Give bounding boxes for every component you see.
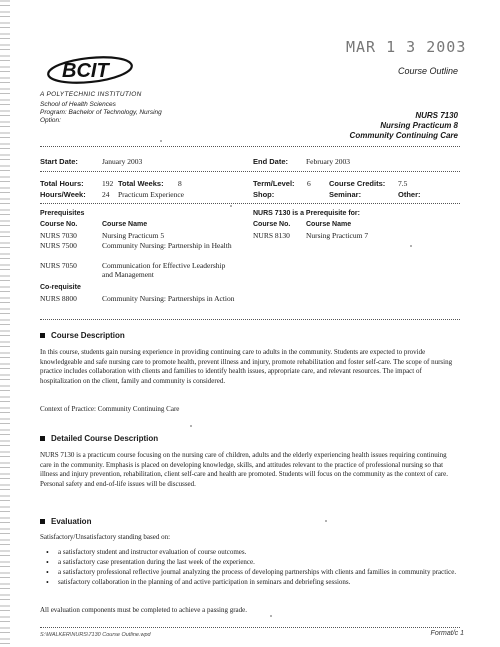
coreq-course-no: NURS 8800 bbox=[40, 294, 77, 303]
prereq-for-col-course-name: Course Name bbox=[306, 221, 352, 228]
hours-week-description: Practicum Experience bbox=[118, 190, 185, 199]
course-description-text: In this course, students gain nursing experience in providing continuing care to adults in the community. Students are expected to provide knowledgeable and safe nursing care to promote health, prevent illness and injury, promote rehabilitation and foster self-care. The scope of nursing practice includes collaboration with clients and families to identify health issues, appropriate care, and relevant resources. The impact of hospitalization on the client, family and community is considered. bbox=[40, 348, 453, 385]
total-weeks-value: 8 bbox=[178, 179, 182, 188]
term-level-label: Term/Level: bbox=[253, 179, 295, 188]
logo-text: BCIT bbox=[62, 60, 109, 82]
prereq-for-col-course-no: Course No. bbox=[253, 221, 291, 228]
prereq-course-name: Community Nursing: Partnership in Health bbox=[102, 241, 232, 250]
divider bbox=[40, 627, 460, 628]
section-bullet-icon bbox=[40, 519, 45, 524]
prereq-course-no: NURS 7500 bbox=[40, 241, 77, 250]
institution-tagline: A POLYTECHNIC INSTITUTION bbox=[40, 91, 142, 98]
detailed-description-text: NURS 7130 is a practicum course focusing on the nursing care of children, adults and the elderly experiencing health issues requiring continuing care in the community. Emphasis is placed on developing knowledge, skills, and attitudes relevant to the practice of professional nursing so that illness and injury prevention, rehabilitation, client self-care and health are promoted. Students will focus on the community as the context of care. Personal safety and end-of-life issues will be discussed. bbox=[40, 451, 449, 488]
divider bbox=[40, 203, 460, 204]
scan-speck bbox=[410, 245, 412, 247]
total-hours-value: 192 bbox=[102, 179, 114, 188]
total-weeks-label: Total Weeks: bbox=[118, 179, 164, 188]
course-title-block bbox=[350, 111, 458, 141]
course-description-heading bbox=[40, 331, 125, 340]
course-name: Nursing Practicum 8 bbox=[380, 121, 458, 130]
course-focus: Community Continuing Care bbox=[349, 131, 458, 140]
document-type-label: Course Outline bbox=[397, 66, 458, 76]
course-code: NURS 7130 bbox=[415, 111, 458, 120]
context-of-practice bbox=[40, 405, 179, 415]
prereq-course-name: Nursing Practicum 5 bbox=[102, 231, 165, 240]
total-hours-label: Total Hours: bbox=[40, 179, 84, 188]
prereq-for-course-no: NURS 8130 bbox=[253, 231, 290, 240]
footer-file-path: S:\WALKER\NURS\7130 Course Outline.wpd bbox=[40, 632, 151, 638]
evaluation-intro: Satisfactory/Unsatisfactory standing based on: bbox=[40, 533, 171, 541]
section-title: Evaluation bbox=[51, 517, 92, 526]
evaluation-list bbox=[40, 548, 460, 588]
coreq-course-name: Community Nursing: Partnerships in Action bbox=[102, 294, 235, 303]
evaluation-item: • a satisfactory student and instructor evaluation of course outcomes. bbox=[40, 548, 460, 558]
end-date-label: End Date: bbox=[253, 157, 289, 166]
received-date-stamp: MAR 1 3 2003 bbox=[346, 38, 467, 56]
scan-speck bbox=[190, 425, 192, 427]
prereq-course-name: Communication for Effective Leadership and Management bbox=[102, 261, 226, 279]
start-date-label: Start Date: bbox=[40, 157, 78, 166]
school-name: School of Health Sciences bbox=[40, 101, 116, 108]
hours-week-label: Hours/Week: bbox=[40, 190, 86, 199]
end-date-value: February 2003 bbox=[306, 157, 350, 166]
footer-page-number: Format/c 1 bbox=[430, 630, 464, 637]
start-date-value: January 2003 bbox=[102, 157, 143, 166]
evaluation-item: • a satisfactory case presentation during the last week of the experience. bbox=[40, 558, 460, 568]
course-credits-label: Course Credits: bbox=[329, 179, 386, 188]
seminar-label: Seminar: bbox=[329, 190, 362, 199]
evaluation-item: • satisfactory collaboration in the planning of and active participation in seminars and debriefing sessions. bbox=[40, 578, 460, 588]
prereq-course-no: NURS 7030 bbox=[40, 231, 77, 240]
section-title: Course Description bbox=[51, 331, 125, 340]
shop-label: Shop: bbox=[253, 190, 275, 199]
program-name: Program: Bachelor of Technology, Nursing bbox=[40, 109, 162, 116]
prereq-col-course-name: Course Name bbox=[102, 221, 148, 228]
school-program-block bbox=[40, 101, 162, 125]
hours-week-value: 24 bbox=[102, 190, 110, 199]
context-value: Community Continuing Care bbox=[97, 405, 180, 413]
section-bullet-icon bbox=[40, 436, 45, 441]
evaluation-heading bbox=[40, 517, 91, 526]
scan-speck bbox=[230, 205, 232, 207]
divider bbox=[40, 146, 460, 147]
context-label: Context of Practice: bbox=[40, 405, 96, 413]
term-level-value: 6 bbox=[307, 179, 311, 188]
bcit-logo bbox=[44, 50, 136, 88]
detailed-description-heading bbox=[40, 434, 158, 443]
divider bbox=[40, 319, 460, 320]
prerequisites-heading: Prerequisites bbox=[40, 210, 85, 217]
section-title: Detailed Course Description bbox=[51, 434, 159, 443]
prereq-course-no: NURS 7050 bbox=[40, 261, 77, 270]
scan-speck bbox=[325, 520, 327, 522]
option-label: Option: bbox=[40, 117, 61, 124]
prerequisite-for-heading: NURS 7130 is a Prerequisite for: bbox=[253, 210, 360, 217]
scan-speck bbox=[270, 615, 272, 617]
evaluation-item: • a satisfactory professional reflective journal analyzing the process of developing partnerships with clients and families in community practice. bbox=[40, 568, 460, 578]
divider bbox=[40, 171, 460, 172]
evaluation-closing: All evaluation components must be completed to achieve a passing grade. bbox=[40, 606, 248, 614]
scan-speck bbox=[160, 140, 162, 142]
prereq-for-course-name: Nursing Practicum 7 bbox=[306, 231, 369, 240]
section-bullet-icon bbox=[40, 333, 45, 338]
corequisite-heading: Co-requisite bbox=[40, 284, 81, 291]
course-credits-value: 7.5 bbox=[398, 179, 408, 188]
other-label: Other: bbox=[398, 190, 421, 199]
scan-edge-noise bbox=[0, 0, 10, 647]
prereq-col-course-no: Course No. bbox=[40, 221, 78, 228]
